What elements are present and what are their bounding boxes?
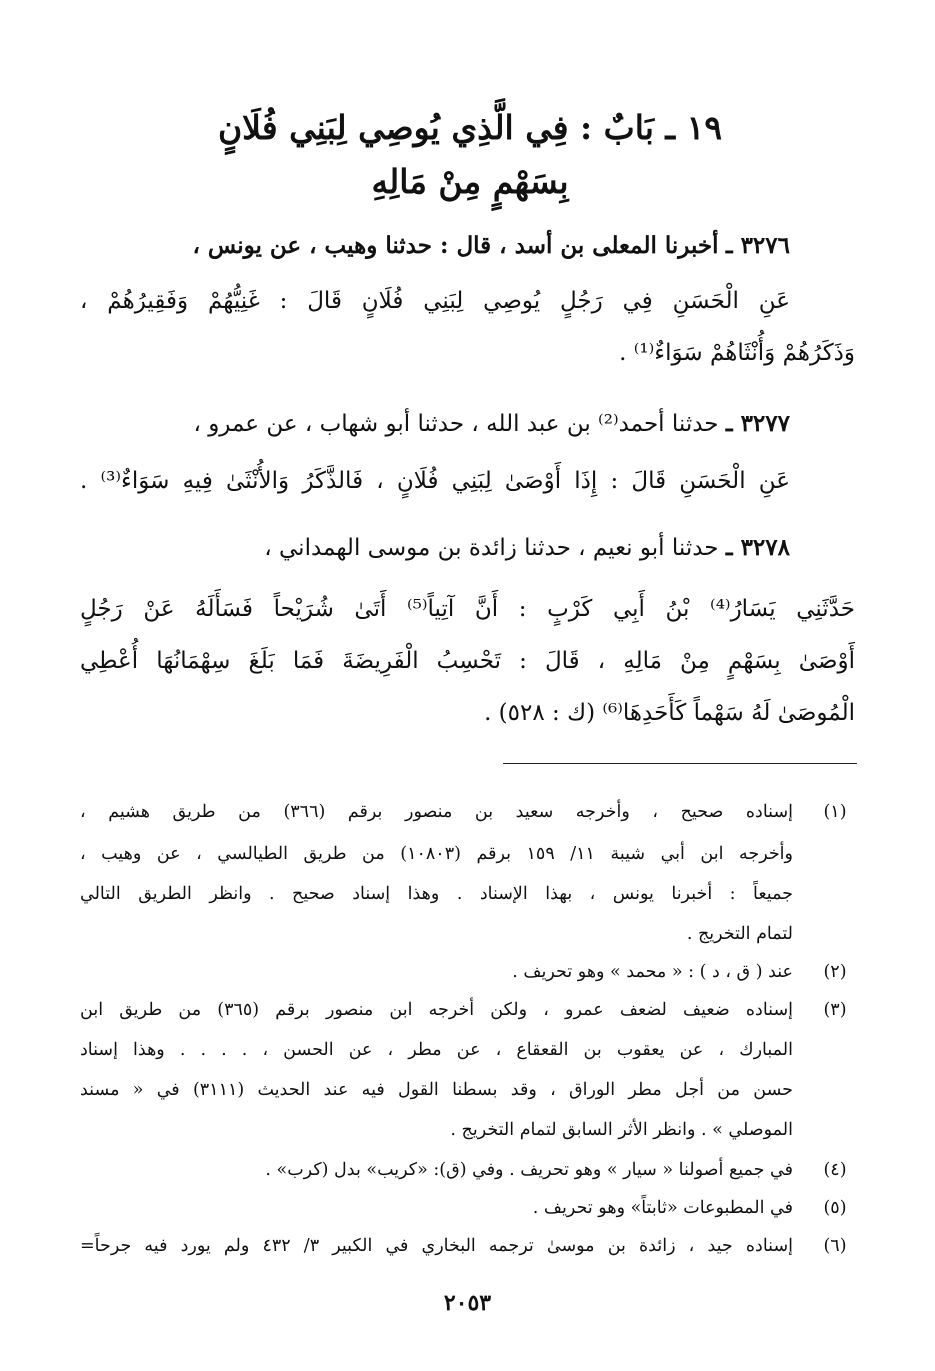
hadith-text: أخبرنا المعلى بن أسد ، قال : حدثنا وهيب ، عن يونس ، — [192, 232, 719, 259]
hadith-3277-line-1 — [80, 410, 790, 437]
footnote-text: إسناده ضعيف لضعف عمرو ، ولكن أخرجه ابن منصور برقم (٣٦٥) من طريق ابن — [80, 1000, 793, 1020]
hadith-number: ٣٢٧٨ ـ — [725, 534, 790, 561]
chapter-title-line-2: بِسَهْمٍ مِنْ مَالِهِ — [371, 162, 569, 201]
footnote-text: جميعاً : أخبرنا يونس ، بهذا الإسناد . وهذا إسناد صحيح . وانظر الطريق التالي — [80, 884, 793, 904]
footnote-text: حسن من أجل مطر الوراق ، وقد بسطنا القول فيه عند الحديث (٣١١١) في « مسند — [80, 1080, 793, 1100]
hadith-number: ٣٢٧٧ ـ — [725, 410, 790, 437]
footnote-text: المبارك ، عن يعقوب بن القعقاع ، عن مطر ، عن الحسن ، . . . . وهذا إسناد — [80, 1040, 793, 1060]
footnote-mark: (٦) — [823, 1236, 847, 1256]
hadith-3276-line-1 — [80, 232, 790, 259]
hadith-3278-line-1 — [80, 534, 790, 561]
footnote-text: الموصلي » . وانظر الأثر السابق لتمام التخريج . — [450, 1120, 793, 1140]
chapter-title-line-1: ١٩ ـ بَابٌ : فِي الَّذِي يُوصِي لِبَنِي فُلَانٍ — [217, 108, 723, 147]
footnote-mark: (٥) — [823, 1198, 847, 1218]
footnote-text: في المطبوعات «ثابتاً» وهو تحريف . — [532, 1198, 793, 1218]
hadith-text: حدثنا أبو نعيم ، حدثنا زائدة بن موسى الهمداني ، — [264, 535, 719, 561]
page-number: ٢٠٥٣ — [443, 1290, 492, 1316]
footnote-text: إسناده جيد ، زائدة بن موسىٰ ترجمه البخاري في الكبير ٣/ ٤٣٢ ولم يورد فيه جرحاً= — [80, 1236, 793, 1256]
footnote-text: إسناده صحيح ، وأخرجه سعيد بن منصور برقم (٣٦٦) من طريق هشيم ، — [80, 802, 793, 822]
footnote-text: عند ( ق ، د ) : « محمد » وهو تحريف . — [512, 962, 793, 982]
hadith-3278-line-2: حَدَّثَنِي يَسَارُ⁽⁴⁾ بْنُ أَبِي كَرْبٍ : أَنَّ آتِياً⁽⁵⁾ أَتَىٰ شُرَيْحاً فَسَأَلَهُ عَنْ رَجُلٍ — [80, 596, 856, 622]
hadith-3276-line-2: عَنِ الْحَسَنِ فِي رَجُلٍ يُوصِي لِبَنِي فُلَانٍ قَالَ : غَنِيُّهُمْ وَفَقِيرُهُمْ ، — [80, 288, 790, 314]
footnote-divider — [503, 763, 857, 764]
footnote-text: لتمام التخريج . — [686, 924, 793, 944]
hadith-3277-line-2: عَنِ الْحَسَنِ قَالَ : إِذَا أَوْصَىٰ لِبَنِي فُلَانٍ ، فَالذَّكَرُ وَالأُنْثَىٰ فِيهِ سَوَاءٌ⁽³⁾ . — [80, 468, 790, 494]
footnote-text: وأخرجه ابن أبي شيبة ١١/ ١٥٩ برقم (١٠٨٠٣) من طريق الطيالسي ، عن وهيب ، — [80, 844, 793, 864]
hadith-3278-line-4: الْمُوصَىٰ لَهُ سَهْماً كَأَحَدِهَا⁽⁶⁾ (ك : ٥٢٨) . — [484, 700, 855, 726]
hadith-text: حدثنا أحمد⁽²⁾ بن عبد الله ، حدثنا أبو شهاب ، عن عمرو ، — [193, 411, 719, 437]
footnote-mark: (١) — [823, 802, 847, 822]
hadith-3276-line-3: وَذَكَرُهُمْ وَأُنْثَاهُمْ سَوَاءٌ⁽¹⁾ . — [619, 340, 855, 366]
footnote-text: في جميع أصولنا « سيار » وهو تحريف . وفي (ق): «كريب» بدل (كرب» . — [265, 1160, 793, 1180]
hadith-number: ٣٢٧٦ ـ — [725, 232, 790, 259]
footnote-mark: (٣) — [823, 1000, 847, 1020]
footnote-mark: (٢) — [823, 962, 847, 982]
footnote-mark: (٤) — [823, 1160, 847, 1180]
hadith-3278-line-3: أَوْصَىٰ بِسَهْمٍ مِنْ مَالِهِ ، قَالَ : تَحْسِبُ الْفَرِيضَةَ فَمَا بَلَغَ سِهْمَانُهَا أُعْطِي — [80, 648, 855, 674]
